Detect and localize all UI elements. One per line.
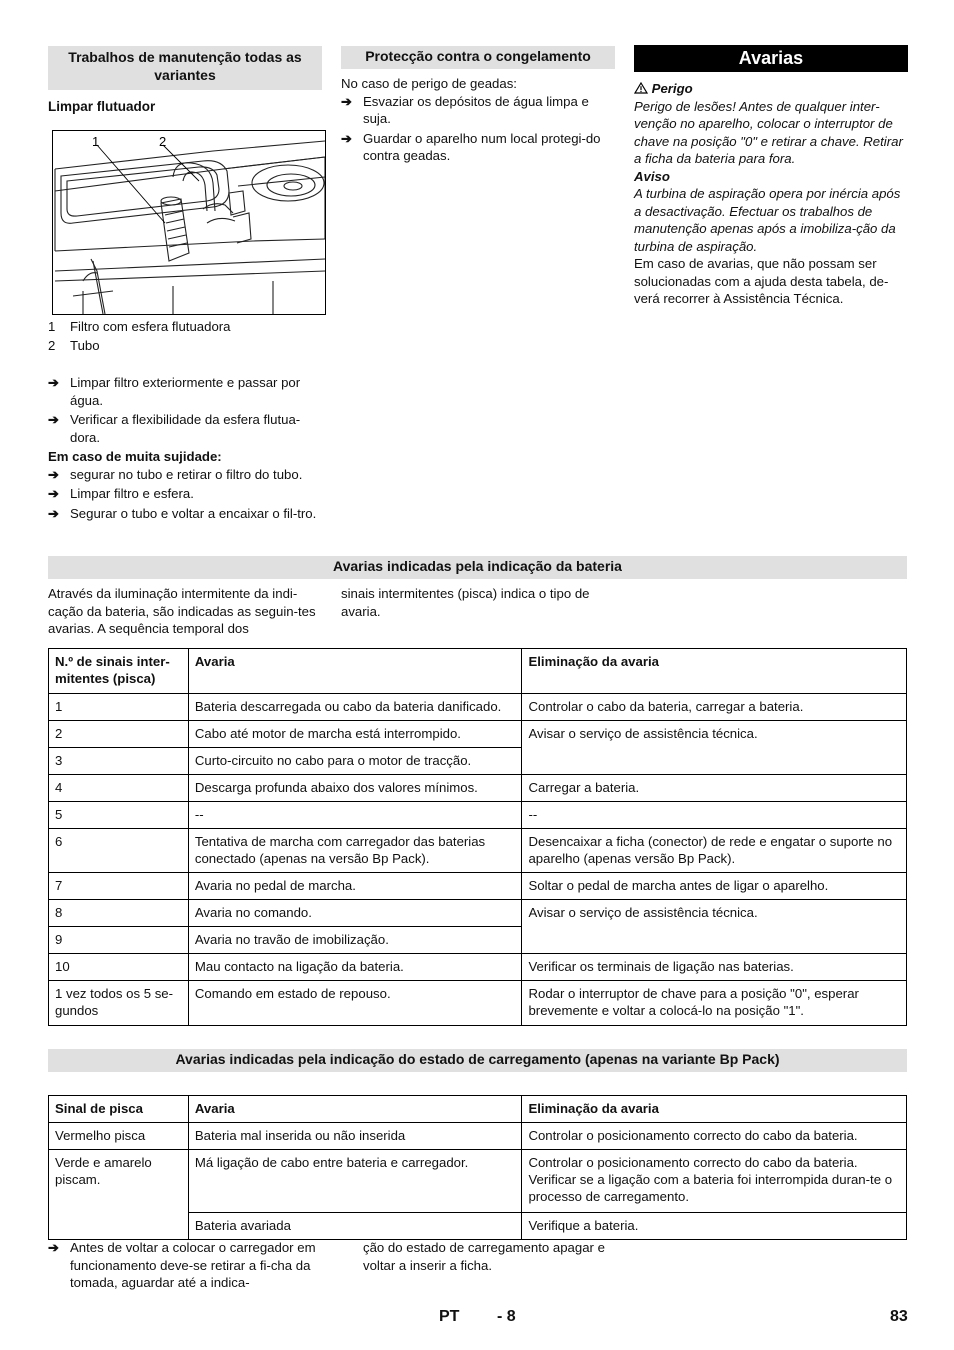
table-row bbox=[49, 829, 907, 873]
step-text: Guardar o aparelho num local protegi-do contra geadas. bbox=[363, 130, 601, 163]
table-cell: Verde e amarelo piscam. bbox=[49, 1150, 189, 1240]
legend-number: 1 bbox=[48, 319, 56, 334]
table-row bbox=[49, 900, 907, 927]
faults-header: Avarias bbox=[634, 45, 908, 72]
step-text: Limpar filtro exteriormente e passar por água. bbox=[70, 375, 301, 408]
table-cell: Avisar o serviço de assistência técnica. bbox=[522, 721, 907, 775]
frost-intro: No caso de perigo de geadas: bbox=[341, 76, 517, 91]
float-cleaning-subheading: Limpar flutuador bbox=[48, 99, 156, 114]
table-cell: Descarga profunda abaixo dos valores mínimos. bbox=[188, 775, 522, 802]
table-cell: Verifique a bateria. bbox=[522, 1213, 907, 1240]
table-cell: Comando em estado de repouso. bbox=[188, 981, 522, 1026]
float-filter-illustration bbox=[52, 130, 326, 315]
step-item bbox=[48, 485, 322, 503]
notice-label: Aviso bbox=[634, 168, 670, 184]
battery-indicator-faults-header: Avarias indicadas pela indicação da bateria bbox=[48, 556, 907, 579]
table-cell: Mau contacto na ligação da bateria. bbox=[188, 954, 522, 981]
arrow-right-icon: ➔ bbox=[48, 1240, 60, 1255]
arrow-right-icon: ➔ bbox=[341, 130, 353, 146]
step-item bbox=[48, 505, 322, 523]
legend-item bbox=[48, 337, 324, 356]
faults-intro bbox=[634, 80, 908, 308]
table-header-row bbox=[49, 1096, 907, 1123]
step-text: Verificar a flexibilidade da esfera flutua-dora. bbox=[70, 412, 301, 445]
step-item bbox=[48, 466, 322, 484]
battery-faults-table bbox=[48, 648, 907, 1026]
table-cell: 10 bbox=[49, 954, 189, 981]
table-cell: -- bbox=[188, 802, 522, 829]
table-cell: Controlar o posicionamento correcto do cabo da bateria. bbox=[522, 1123, 907, 1150]
column-header: Eliminação da avaria bbox=[522, 649, 907, 694]
table-cell: Verificar os terminais de ligação nas baterias. bbox=[522, 954, 907, 981]
charge-status-faults-header: Avarias indicadas pela indicação do estado de carregamento (apenas na variante Bp Pack) bbox=[48, 1049, 907, 1072]
table-cell: Vermelho pisca bbox=[49, 1123, 189, 1150]
table-cell: Curto-circuito no cabo para o motor de tracção. bbox=[188, 748, 522, 775]
callout-1: 1 bbox=[92, 134, 100, 149]
table-row bbox=[49, 954, 907, 981]
table-cell: 7 bbox=[49, 873, 189, 900]
frost-protection-header: Protecção contra o congelamento bbox=[341, 46, 615, 69]
step-item bbox=[48, 374, 322, 409]
table-cell: 5 bbox=[49, 802, 189, 829]
table-cell: Tentativa de marcha com carregador das baterias conectado (apenas na versão Bp Pack). bbox=[188, 829, 522, 873]
arrow-right-icon: ➔ bbox=[341, 93, 353, 109]
step-item bbox=[48, 411, 322, 446]
float-filter-drawing bbox=[53, 131, 325, 314]
footer-section-page: - 8 bbox=[497, 1308, 516, 1325]
legend-text: Filtro com esfera flutuadora bbox=[70, 319, 231, 334]
battery-indicator-intro-right: sinais intermitentes (pisca) indica o tipo de avaria. bbox=[341, 586, 590, 619]
step-item bbox=[341, 93, 615, 128]
table-cell: Avaria no comando. bbox=[188, 900, 522, 927]
table-row bbox=[49, 1150, 907, 1213]
table-cell: 8 bbox=[49, 900, 189, 927]
footer-page-number: 83 bbox=[890, 1308, 908, 1325]
table-row bbox=[49, 981, 907, 1026]
table-row bbox=[49, 694, 907, 721]
legend-text: Tubo bbox=[70, 338, 100, 353]
maintenance-header: Trabalhos de manutenção todas as variantes bbox=[48, 46, 322, 90]
charger-note-right: ção do estado de carregamento apagar e voltar a inserir a ficha. bbox=[363, 1240, 605, 1273]
table-cell: 1 vez todos os 5 se-gundos bbox=[49, 981, 189, 1026]
table-cell: Avisar o serviço de assistência técnica. bbox=[522, 900, 907, 954]
danger-label-row bbox=[634, 80, 908, 98]
table-cell: 1 bbox=[49, 694, 189, 721]
column-header: N.º de sinais inter-mitentes (pisca) bbox=[49, 649, 189, 694]
table-row bbox=[49, 873, 907, 900]
table-cell: -- bbox=[522, 802, 907, 829]
table-header-row bbox=[49, 649, 907, 694]
table-cell: Rodar o interruptor de chave para a posição "0", esperar brevemente e voltar a colocá-lo na posição "1". bbox=[522, 981, 907, 1026]
column-header: Avaria bbox=[188, 1096, 522, 1123]
table-row bbox=[49, 802, 907, 829]
column-header: Avaria bbox=[188, 649, 522, 694]
table-row bbox=[49, 775, 907, 802]
table-cell: Má ligação de cabo entre bateria e carregador. bbox=[188, 1150, 522, 1213]
step-item bbox=[341, 130, 615, 165]
column-header: Sinal de pisca bbox=[49, 1096, 189, 1123]
arrow-right-icon: ➔ bbox=[48, 412, 60, 427]
table-cell: Controlar o cabo da bateria, carregar a bateria. bbox=[522, 694, 907, 721]
table-cell: Bateria avariada bbox=[188, 1213, 522, 1240]
table-cell: Controlar o posicionamento correcto do cabo da bateria. Verificar se a ligação com a bateria foi interrompida duran-te o processo de carregamento. bbox=[522, 1150, 907, 1213]
table-row bbox=[49, 721, 907, 748]
column-header: Eliminação da avaria bbox=[522, 1096, 907, 1123]
step-text: Limpar filtro e esfera. bbox=[70, 486, 194, 501]
charge-status-faults-table bbox=[48, 1095, 907, 1240]
table-cell: Carregar a bateria. bbox=[522, 775, 907, 802]
faults-body-text: Em caso de avarias, que não possam ser solucionadas com a ajuda desta tabela, de-verá recorrer à Assistência Técnica. bbox=[634, 256, 889, 306]
table-cell: 6 bbox=[49, 829, 189, 873]
table-cell: Bateria mal inserida ou não inserida bbox=[188, 1123, 522, 1150]
arrow-right-icon: ➔ bbox=[48, 375, 60, 390]
table-row bbox=[49, 1123, 907, 1150]
danger-label: Perigo bbox=[651, 81, 693, 96]
callout-2: 2 bbox=[159, 134, 167, 149]
charger-note-left bbox=[48, 1239, 344, 1292]
table-cell: 2 bbox=[49, 721, 189, 748]
table-cell: Soltar o pedal de marcha antes de ligar o aparelho. bbox=[522, 873, 907, 900]
arrow-right-icon: ➔ bbox=[48, 486, 60, 501]
legend-number: 2 bbox=[48, 338, 56, 353]
step-text: Segurar o tubo e voltar a encaixar o fil-tro. bbox=[70, 505, 317, 521]
float-cleaning-steps bbox=[48, 374, 322, 522]
heavy-dirt-heading: Em caso de muita sujidade: bbox=[48, 449, 222, 464]
danger-text: Perigo de lesões! Antes de qualquer inter-venção no aparelho, colocar o interruptor de chave na posição "0" e retirar a chave. Retirar a ficha da bateria para fora. bbox=[634, 98, 903, 166]
battery-indicator-intro-left: Através da iluminação intermitente da indi-cação da bateria, são indicadas as seguin-tes avarias. A sequência temporal dos bbox=[48, 586, 316, 636]
step-text: segurar no tubo e retirar o filtro do tubo. bbox=[70, 466, 303, 482]
footer-language: PT bbox=[439, 1308, 460, 1325]
table-cell: 4 bbox=[49, 775, 189, 802]
table-cell: Bateria descarregada ou cabo da bateria danificado. bbox=[188, 694, 522, 721]
frost-protection-body bbox=[341, 75, 615, 165]
note-text: Antes de voltar a colocar o carregador em funcionamento deve-se retirar a fi-cha da tomada, aguardar até a indica- bbox=[70, 1240, 316, 1290]
table-cell: Avaria no travão de imobilização. bbox=[188, 927, 522, 954]
legend-item bbox=[48, 318, 324, 337]
warning-triangle-icon bbox=[634, 82, 648, 94]
notice-text: A turbina de aspiração opera por inércia após a desactivação. Efectuar os trabalhos de manutenção apenas após a imobiliza-ção da turbina de aspiração. bbox=[634, 186, 901, 254]
table-cell: Cabo até motor de marcha está interrompido. bbox=[188, 721, 522, 748]
table-cell: 9 bbox=[49, 927, 189, 954]
step-text: Esvaziar os depósitos de água limpa e suja. bbox=[363, 93, 589, 126]
arrow-right-icon: ➔ bbox=[48, 466, 60, 482]
figure-legend bbox=[48, 318, 324, 356]
table-cell: Desencaixar a ficha (conector) de rede e engatar o suporte no aparelho (apenas versão Bp Pack). bbox=[522, 829, 907, 873]
table-cell: Avaria no pedal de marcha. bbox=[188, 873, 522, 900]
table-cell: 3 bbox=[49, 748, 189, 775]
arrow-right-icon: ➔ bbox=[48, 505, 60, 521]
